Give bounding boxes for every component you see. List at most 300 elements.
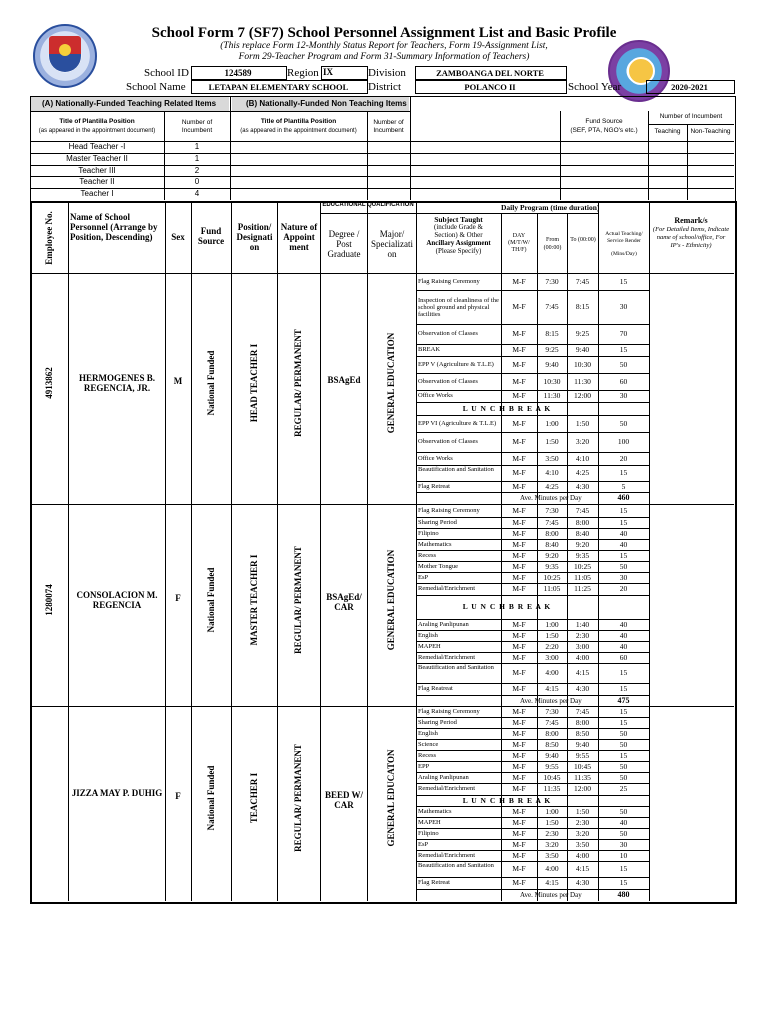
schedule-to: 9:20 (575, 539, 590, 549)
nature-of-appointment: REGULAR/ PERMANENT (293, 545, 303, 654)
schedule-to: 11:35 (574, 772, 591, 782)
subject-taught: Beautification and Sanitation (418, 466, 494, 473)
schedule-day: M-F (512, 276, 526, 286)
major-specialization: GENERAL EDUCATON (386, 749, 396, 846)
subject-taught: Observation of Classes (418, 438, 478, 445)
subject-taught: Remedial/Enrichment (418, 585, 476, 592)
schedule-minutes: 60 (619, 376, 628, 386)
schedule-to: 3:20 (575, 828, 590, 838)
schedule-row-line (416, 683, 650, 684)
subject-taught: Flag Reatreat (418, 685, 453, 692)
schedule-minutes: 15 (619, 706, 628, 716)
fund-source: National Funded (206, 567, 216, 632)
school-name-label: School Name (126, 81, 186, 93)
plantilla-title-b: Title of Plantilla Position (260, 118, 337, 125)
schedule-day: M-F (512, 453, 526, 463)
schedule-from: 3:50 (545, 850, 559, 860)
schedule-to: 4:30 (575, 684, 590, 693)
schedule-to: 9:25 (575, 329, 590, 338)
schedule-day: M-F (512, 817, 526, 827)
schedule-minutes: 50 (619, 806, 628, 816)
schedule-day: M-F (512, 684, 526, 693)
summary-row-line (30, 176, 734, 177)
schedule-to: 8:50 (575, 728, 590, 738)
section-a-title: (A) Nationally-Funded Teaching Related Items (42, 99, 217, 108)
schedule-minutes: 5 (621, 481, 626, 491)
subject-taught: Mother Tongue (418, 562, 459, 570)
subject-taught: Flag Retreat (418, 879, 450, 886)
subject-taught: Recess (418, 751, 437, 759)
position-designation: MASTER TEACHER I (249, 554, 259, 645)
summary-row-line (30, 153, 734, 154)
schedule-to: 9:55 (575, 750, 590, 760)
personnel-sex: F (175, 592, 181, 603)
nature-of-appointment: REGULAR/ PERMANENT (293, 743, 303, 852)
school-id-label: School ID (144, 67, 189, 79)
incumbent-count: 4 (194, 189, 200, 199)
school-year-label: School Year (568, 81, 622, 93)
schedule-row-line (416, 373, 650, 374)
schedule-from: 1:50 (545, 437, 559, 446)
subject-taught: Science (418, 740, 439, 748)
schedule-day: M-F (512, 345, 526, 354)
schedule-minutes: 15 (619, 550, 628, 560)
schedule-minutes: 15 (619, 878, 628, 887)
non-teaching-label: Non-Teaching (690, 128, 731, 135)
schedule-from: 3:00 (545, 652, 559, 662)
schedule-row-line (416, 290, 650, 291)
schedule-from: 8:00 (545, 528, 559, 538)
subject-taught: Inspection of cleanliness of the school ground and physical facilities (418, 296, 499, 318)
schedule-minutes: 50 (619, 561, 628, 571)
schedule-row-line (416, 324, 650, 325)
schedule-to: 10:25 (573, 561, 592, 571)
subject-taught: Recess (418, 551, 437, 559)
schedule-day: M-F (512, 717, 526, 727)
schedule-from: 11:30 (543, 391, 561, 400)
schedule-minutes: 15 (619, 717, 628, 727)
schedule-to: 12:00 (573, 784, 592, 793)
schedule-to: 10:45 (573, 761, 592, 771)
schedule-minutes: 30 (619, 302, 628, 311)
degree: BSAgEd (327, 374, 361, 385)
schedule-minutes: 50 (619, 828, 628, 838)
schedule-day: M-F (512, 839, 526, 849)
schedule-minutes: 100 (617, 437, 630, 446)
schedule-to: 4:00 (575, 652, 590, 662)
subject-taught: Araling Panlipunan (418, 620, 469, 628)
schedule-from: 4:25 (545, 481, 559, 491)
subject-taught: Flag Raising Ceremony (418, 506, 480, 514)
schedule-to: 12:00 (573, 391, 592, 400)
schedule-from: 7:30 (545, 505, 559, 515)
subject-taught: EsP (418, 840, 429, 848)
col-subject-sub-1: (include Grade & (434, 223, 483, 231)
subject-taught: Remedial/Enrichment (418, 653, 476, 661)
schedule-from: 2:30 (545, 828, 559, 838)
schedule-minutes: 15 (619, 864, 628, 873)
plantilla-sub-b: (as appeared in the appointment document) (240, 128, 357, 134)
col-name: Name of School Personnel (Arrange by Position, Descending) (70, 212, 158, 242)
lunch-break-label: L U N C H B R E A K (462, 795, 552, 805)
schedule-row-line (416, 432, 650, 433)
schedule-to: 4:15 (575, 668, 590, 677)
plantilla-position: Head Teacher -I (68, 142, 126, 151)
schedule-from: 4:15 (545, 684, 559, 693)
schedule-to: 7:45 (575, 276, 590, 286)
schedule-minutes: 40 (619, 817, 628, 827)
schedule-from: 8:15 (545, 329, 559, 338)
schedule-minutes: 15 (619, 505, 628, 515)
section-b-title: (B) Nationally-Funded Non Teaching Items (246, 99, 407, 108)
subject-taught: English (418, 631, 438, 639)
col-subject-sub-2: Section) & Other (434, 231, 483, 239)
subject-taught: EPP (418, 762, 430, 770)
schedule-to: 11:25 (574, 584, 591, 593)
schedule-minutes: 60 (619, 652, 628, 662)
schedule-minutes: 15 (619, 517, 628, 527)
schedule-minutes: 15 (619, 750, 628, 760)
col-daily-program: Daily Program (time duration) (501, 203, 600, 212)
schedule-day: M-F (512, 584, 526, 593)
schedule-day: M-F (512, 468, 526, 477)
teaching-label: Teaching (654, 128, 681, 135)
schedule-from: 2:20 (545, 641, 559, 651)
subject-taught: English (418, 729, 438, 737)
avg-minutes-value: 480 (617, 890, 630, 899)
personnel-name: CONSOLACION M. REGENCIA (76, 589, 158, 610)
schedule-to: 8:00 (575, 717, 590, 727)
schedule-from: 10:30 (543, 376, 561, 386)
avg-minutes-label: Ave. Minutes per Day (520, 697, 582, 705)
schedule-from: 7:30 (545, 276, 559, 286)
col-sex: Sex (171, 232, 185, 242)
degree: BEED W/ CAR (324, 789, 364, 810)
region-label: Region (287, 67, 319, 79)
schedule-to: 9:40 (575, 345, 590, 354)
schedule-minutes: 20 (619, 584, 628, 593)
schedule-day: M-F (512, 784, 526, 793)
incumbent-b-2: Incumbent (373, 127, 404, 134)
lunch-break-label: L U N C H B R E A K (462, 403, 552, 413)
subject-taught: Filipino (418, 829, 439, 837)
schedule-to: 4:30 (575, 878, 590, 887)
subject-taught: Flag Retreat (418, 482, 450, 490)
schedule-to: 4:10 (575, 453, 590, 463)
avg-row-line (416, 889, 650, 890)
schedule-day: M-F (512, 418, 526, 428)
schedule-from: 7:45 (545, 302, 559, 311)
incumbent-count: 1 (194, 142, 200, 151)
col-mins: (Mins/Day) (611, 251, 637, 257)
schedule-minutes: 40 (619, 528, 628, 538)
schedule-minutes: 15 (619, 668, 628, 677)
col-major: Major/ Specializati on (371, 229, 413, 259)
schedule-to: 9:35 (575, 550, 590, 560)
schedule-from: 7:45 (545, 717, 559, 727)
schedule-minutes: 50 (619, 739, 628, 749)
schedule-day: M-F (512, 359, 526, 369)
schedule-to: 4:30 (575, 481, 590, 491)
schedule-day: M-F (512, 630, 526, 640)
schedule-to: 1:40 (575, 619, 590, 629)
schedule-day: M-F (512, 750, 526, 760)
schedule-row-line (416, 877, 650, 878)
plantilla-position: Teacher II (79, 177, 115, 187)
schedule-from: 1:00 (545, 418, 559, 428)
schedule-day: M-F (512, 739, 526, 749)
plantilla-title-a: Title of Plantilla Position (59, 118, 135, 125)
schedule-to: 3:20 (575, 437, 590, 446)
schedule-from: 9:40 (545, 750, 559, 760)
schedule-from: 10:25 (543, 572, 561, 582)
schedule-from: 1:50 (545, 630, 559, 640)
schedule-from: 8:00 (545, 728, 559, 738)
schedule-minutes: 30 (619, 839, 628, 849)
subject-taught: Mathematics (418, 540, 452, 548)
incumbent-count: 1 (194, 153, 200, 163)
schedule-day: M-F (512, 561, 526, 571)
schedule-day: M-F (512, 505, 526, 515)
schedule-day: M-F (512, 302, 526, 311)
col-from: From (00:00) (543, 237, 562, 251)
col-day: DAY (M/T/W/ TH/F) (508, 233, 530, 253)
schedule-minutes: 50 (619, 359, 628, 369)
schedule-from: 4:00 (545, 668, 559, 677)
schedule-day: M-F (512, 619, 526, 629)
fund-source-title: Fund Source (585, 118, 623, 125)
schedule-day: M-F (512, 376, 526, 386)
schedule-to: 8:40 (575, 528, 590, 538)
subject-taught: Filipino (418, 529, 439, 537)
schedule-day: M-F (512, 517, 526, 527)
schedule-minutes: 15 (619, 276, 628, 286)
schedule-day: M-F (512, 878, 526, 887)
schedule-from: 3:50 (545, 453, 559, 463)
subject-taught: Remedial/Enrichment (418, 785, 476, 792)
schedule-minutes: 50 (619, 418, 628, 428)
schedule-from: 1:00 (545, 806, 559, 816)
schedule-to: 7:45 (575, 706, 590, 716)
schedule-day: M-F (512, 652, 526, 662)
schedule-from: 8:50 (545, 739, 559, 749)
subject-taught: EPP VI (Agriculture & T.L.E) (418, 419, 497, 427)
summary-row-line (30, 165, 734, 166)
col-remarks: Remark/s (674, 216, 708, 225)
summary-row-line (30, 188, 734, 189)
schedule-minutes: 70 (619, 329, 628, 338)
lunch-break-label: L U N C H B R E A K (462, 602, 552, 611)
plantilla-position: Teacher I (80, 189, 114, 199)
schedule-minutes: 50 (619, 728, 628, 738)
number-of-incumbent-c: Number of Incumbent (659, 113, 723, 120)
fund-source: National Funded (206, 350, 216, 415)
division-label: Division (368, 67, 406, 79)
schedule-day: M-F (512, 706, 526, 716)
schedule-day: M-F (512, 806, 526, 816)
schedule-minutes: 40 (619, 630, 628, 640)
subject-taught: Araling Panlipunan (418, 773, 469, 781)
schedule-to: 3:50 (575, 839, 590, 849)
schedule-day: M-F (512, 828, 526, 838)
schedule-to: 2:30 (575, 817, 590, 827)
incumbent-b-1: Number of (373, 119, 404, 126)
schedule-day: M-F (512, 391, 526, 400)
schedule-from: 3:20 (545, 839, 559, 849)
schedule-minutes: 40 (619, 619, 628, 629)
schedule-from: 11:35 (543, 784, 561, 793)
schedule-to: 4:25 (575, 468, 590, 477)
incumbent-a-1: Number of (181, 119, 213, 126)
avg-row-line (416, 492, 650, 493)
schedule-to: 8:15 (575, 302, 590, 311)
schedule-from: 7:45 (545, 517, 559, 527)
schedule-day: M-F (512, 641, 526, 651)
subject-taught: Remedial/Enrichment (418, 851, 476, 859)
col-educ-qual: EDUCATIONAL QUALIFICATION (322, 202, 414, 208)
avg-minutes-value: 475 (617, 696, 630, 705)
schedule-to: 8:00 (575, 517, 590, 527)
deped-seal-icon (33, 24, 97, 88)
schedule-from: 4:00 (545, 864, 559, 873)
schedule-from: 9:35 (545, 561, 559, 571)
form-title: School Form 7 (SF7) School Personnel Assignment List and Basic Profile (151, 25, 617, 41)
schedule-to: 7:45 (575, 505, 590, 515)
subject-taught: Observation of Classes (418, 330, 478, 337)
subject-taught: EsP (418, 573, 429, 581)
major-specialization: GENERAL EDUCATION (386, 549, 396, 650)
personnel-sex: M (173, 375, 183, 386)
schedule-day: M-F (512, 772, 526, 782)
division-value: ZAMBOANGA DEL NORTE (436, 68, 544, 78)
col-subject: Subject Taught (434, 215, 483, 224)
plantilla-position: Teacher III (78, 165, 116, 175)
subject-taught: EPP V (Agriculture & T.L.E) (418, 360, 494, 368)
schedule-row-line (416, 583, 650, 584)
schedule-minutes: 50 (619, 761, 628, 771)
col-fund: Fund Source (197, 226, 225, 246)
schedule-to: 1:50 (575, 806, 590, 816)
schedule-to: 1:50 (575, 418, 590, 428)
schedule-to: 4:00 (575, 850, 590, 860)
incumbent-count: 0 (194, 177, 200, 187)
schedule-to: 11:30 (574, 376, 591, 386)
schedule-row-line (416, 344, 650, 345)
form-subtitle-1: (This replace Form 12-Monthly Status Report for Teachers, Form 19-Assignment List, (220, 41, 548, 51)
schedule-from: 1:00 (545, 619, 559, 629)
schedule-day: M-F (512, 528, 526, 538)
schedule-minutes: 30 (619, 391, 628, 400)
schedule-day: M-F (512, 761, 526, 771)
personnel-name: HERMOGENES B. REGENCIA, JR. (78, 372, 155, 393)
subject-taught: Flag Raising Ceremony (418, 277, 480, 285)
plantilla-sub-a: (as appeared in the appointment document) (38, 128, 156, 134)
schedule-from: 9:25 (545, 345, 559, 354)
subject-taught: Beautification and Sanitation (418, 664, 494, 671)
district-value: POLANCO II (464, 82, 516, 92)
schedule-to: 2:30 (575, 630, 590, 640)
avg-minutes-value: 460 (617, 493, 630, 502)
personnel-name: JIZZA MAY P. DUHIG (71, 787, 163, 798)
subject-taught: Office Works (418, 392, 453, 399)
schedule-to: 10:30 (573, 359, 592, 369)
col-degree: Degree / Post Graduate (327, 229, 361, 259)
subject-taught: Office Works (418, 454, 453, 462)
schedule-to: 4:15 (575, 864, 590, 873)
col-remarks-sub: (For Detailed Items, Indicate name of school/office, For IP's - Ethnicity) (652, 226, 730, 249)
schedule-row-line (416, 783, 650, 784)
schedule-day: M-F (512, 437, 526, 446)
incumbent-count: 2 (194, 165, 200, 175)
schedule-from: 1:50 (545, 817, 559, 827)
subject-taught: Mathematics (418, 807, 452, 815)
schedule-from: 10:45 (543, 772, 561, 782)
schedule-row-line (416, 415, 650, 416)
nature-of-appointment: REGULAR/ PERMANENT (293, 328, 303, 437)
schedule-minutes: 20 (619, 453, 628, 463)
col-position: Position/ Designati on (236, 222, 273, 252)
col-employee-no: Employee No. (44, 211, 54, 265)
schedule-day: M-F (512, 668, 526, 677)
schedule-day: M-F (512, 572, 526, 582)
personnel-sex: F (175, 790, 181, 801)
avg-minutes-label: Ave. Minutes per Day (520, 494, 582, 502)
schedule-to: 3:00 (575, 641, 590, 651)
degree: BSAgEd/ CAR (326, 591, 362, 612)
schedule-minutes: 15 (619, 468, 628, 477)
schedule-from: 4:15 (545, 878, 559, 887)
schedule-row-line (416, 402, 650, 403)
schedule-minutes: 10 (619, 850, 628, 860)
fund-source: National Funded (206, 765, 216, 830)
schedule-minutes: 40 (619, 641, 628, 651)
schedule-day: M-F (512, 481, 526, 491)
subject-taught: Flag Raising Ceremony (418, 707, 480, 715)
fund-source-sub: (SEF, PTA, NGO's etc.) (570, 127, 638, 134)
avg-row-line (416, 695, 650, 696)
schedule-day: M-F (512, 728, 526, 738)
schedule-minutes: 50 (619, 772, 628, 782)
col-to: To (00:00) (570, 237, 596, 243)
plantilla-position: Master Teacher II (66, 153, 128, 163)
col-subject-sub-4: (Please Specify) (435, 247, 482, 255)
form-subtitle-2: Form 29-Teacher Program and Form 31-Summary Information of Teachers) (238, 52, 530, 62)
subject-taught: Sharing Period (418, 518, 457, 526)
schedule-from: 9:55 (545, 761, 559, 771)
school-name-value: LETAPAN ELEMENTARY SCHOOL (208, 82, 349, 92)
incumbent-a-2: Incumbent (181, 127, 213, 134)
schedule-from: 8:40 (545, 539, 559, 549)
school-year-value: 2020-2021 (671, 82, 708, 92)
schedule-to: 9:40 (575, 739, 590, 749)
subject-taught: MAPEH (418, 818, 441, 826)
subject-taught: Beautification and Sanitation (418, 862, 494, 869)
major-specialization: GENERAL EDUCATION (386, 332, 396, 433)
schedule-from: 7:30 (545, 706, 559, 716)
subject-taught: Sharing Period (418, 718, 457, 726)
position-designation: TEACHER I (249, 772, 259, 823)
subject-taught: Observation of Classes (418, 377, 478, 385)
schedule-row-line (416, 390, 650, 391)
schedule-day: M-F (512, 539, 526, 549)
schedule-day: M-F (512, 329, 526, 338)
schedule-minutes: 15 (619, 684, 628, 693)
school-id-value: 124589 (224, 68, 252, 78)
avg-minutes-label: Ave. Minutes per Day (520, 891, 582, 899)
schedule-from: 9:40 (545, 359, 559, 369)
schedule-minutes: 15 (619, 345, 628, 354)
schedule-from: 4:10 (545, 468, 559, 477)
